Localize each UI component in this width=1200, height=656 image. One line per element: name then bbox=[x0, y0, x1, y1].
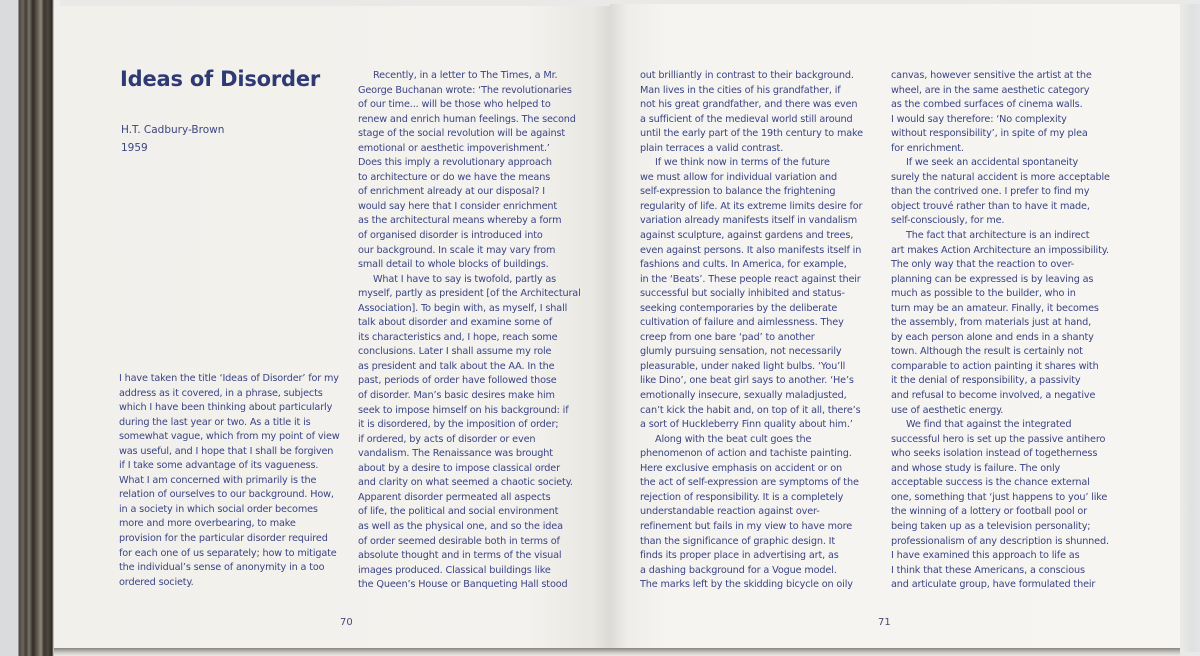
text-line: plain terraces a valid contrast. bbox=[640, 142, 784, 154]
text-line: myself, partly as president [of the Architectural bbox=[358, 288, 581, 300]
text-line: a sort of Huckleberry Finn quality about him.’ bbox=[640, 419, 853, 431]
text-line: and whose study is failure. The only bbox=[891, 462, 1061, 474]
text-line: which I have been thinking about particularly bbox=[119, 402, 333, 414]
text-line: it is disordered, by the imposition of order; bbox=[358, 419, 559, 431]
text-line: absolute thought and in terms of the visual bbox=[358, 550, 562, 562]
text-line: successful but socially inhibited and status- bbox=[640, 288, 845, 300]
text-line: emotional or aesthetic impoverishment.’ bbox=[358, 142, 550, 154]
article-author: H.T. Cadbury-Brown bbox=[121, 124, 225, 136]
text-line: phenomenon of action and tachiste painting. bbox=[640, 448, 852, 460]
text-line: renew and enrich human feelings. The second bbox=[358, 113, 576, 125]
text-line: finds its proper place in advertising art, as bbox=[640, 550, 839, 562]
text-line: the individual’s sense of anonymity in a too bbox=[119, 562, 325, 574]
text-line: We find that against the integrated bbox=[906, 419, 1072, 431]
text-line: George Buchanan wrote: ‘The revolutionaries bbox=[358, 84, 572, 96]
text-line: What I am concerned with primarily is the bbox=[119, 474, 317, 486]
text-line: The fact that architecture is an indirect bbox=[906, 230, 1090, 242]
text-line: until the early part of the 19th century to make bbox=[640, 128, 863, 140]
text-line: who seeks isolation instead of togetherness bbox=[891, 448, 1098, 460]
text-line: turn may be an amateur. Finally, it becomes bbox=[891, 302, 1099, 314]
text-line: in a society in which social order becomes bbox=[119, 503, 318, 515]
text-line: as well as the physical one, and so the idea bbox=[358, 520, 563, 532]
text-line: even against persons. It also manifests itself in bbox=[640, 244, 862, 256]
text-column-2 bbox=[358, 69, 581, 593]
text-line: vandalism. The Renaissance was brought bbox=[358, 448, 553, 460]
text-line: if I take some advantage of its vagueness. bbox=[119, 460, 319, 472]
text-line: emotionally insecure, sexually maladjusted, bbox=[640, 390, 847, 402]
text-line: cultivation of failure and aimlessness. They bbox=[640, 317, 844, 329]
book-bottom-edge bbox=[54, 648, 1180, 656]
text-line: its characteristics and, I hope, reach some bbox=[358, 331, 558, 343]
text-line: Here exclusive emphasis on accident or on bbox=[640, 462, 843, 474]
text-line: of disorder. Man’s basic desires make him bbox=[358, 390, 555, 402]
text-line: if ordered, by acts of disorder or even bbox=[358, 433, 536, 445]
text-line: for enrichment. bbox=[891, 142, 964, 154]
text-line: to architecture or do we have the means bbox=[358, 171, 551, 183]
text-line: against sculpture, against gardens and trees, bbox=[640, 230, 854, 242]
text-line: the assembly, from materials just at hand, bbox=[891, 317, 1092, 329]
text-line: can’t kick the habit and, on top of it all, there’s bbox=[640, 404, 861, 416]
text-line: town. Although the result is certainly not bbox=[891, 346, 1083, 358]
text-line: Recently, in a letter to The Times, a Mr. bbox=[373, 70, 558, 81]
text-line: not his great grandfather, and there was even bbox=[640, 99, 858, 111]
text-line: our background. In scale it may vary from bbox=[358, 244, 556, 256]
text-line: than the significance of graphic design. It bbox=[640, 535, 836, 547]
text-line: planning can be expressed is by leaving as bbox=[891, 273, 1094, 285]
text-line: I would say therefore: ‘No complexity bbox=[891, 113, 1067, 125]
text-line: stage of the social revolution will be against bbox=[358, 128, 565, 140]
text-line: Association]. To begin with, as myself, I shall bbox=[358, 302, 568, 314]
text-column-3 bbox=[640, 69, 863, 593]
text-line: seek to impose himself on his background: if bbox=[358, 404, 569, 416]
text-line: use of aesthetic energy. bbox=[891, 404, 1004, 416]
text-line: If we seek an accidental spontaneity bbox=[906, 157, 1079, 169]
page-number-right: 71 bbox=[878, 617, 891, 628]
text-line: of our time... will be those who helped to bbox=[358, 99, 551, 111]
text-line: out brilliantly in contrast to their background. bbox=[640, 70, 854, 81]
text-line: comparable to action painting it shares with bbox=[891, 360, 1099, 372]
text-line: relation of ourselves to our background. How, bbox=[119, 489, 334, 501]
text-line: conclusions. Later I shall assume my role bbox=[358, 346, 552, 358]
text-line: professionalism of any description is shunned. bbox=[891, 535, 1109, 547]
text-line: as the architectural means whereby a form bbox=[358, 215, 562, 227]
text-line: seeking contemporaries by the deliberate bbox=[640, 302, 838, 314]
text-line: the winning of a lottery or football pool or bbox=[891, 506, 1088, 518]
text-line: If we think now in terms of the future bbox=[655, 157, 830, 169]
text-line: understandable reaction against over- bbox=[640, 506, 820, 518]
book-page-edges-left bbox=[0, 0, 60, 656]
text-line: during the last year or two. As a title it is bbox=[119, 416, 311, 428]
text-line: rejection of responsibility. It is a completely bbox=[640, 491, 844, 503]
text-line: I have taken the title ‘Ideas of Disorder’ for my bbox=[119, 373, 339, 384]
text-line: canvas, however sensitive the artist at the bbox=[891, 70, 1092, 81]
text-line: fashions and cults. In America, for example, bbox=[640, 259, 847, 271]
text-line: Does this imply a revolutionary approach bbox=[358, 157, 552, 169]
text-line: of enrichment already at our disposal? I bbox=[358, 186, 545, 198]
text-line: self-consciously, for me. bbox=[891, 215, 1005, 227]
text-line: Apparent disorder permeated all aspects bbox=[358, 491, 551, 503]
text-line: Man lives in the cities of his grandfather, if bbox=[640, 84, 841, 96]
text-line: the act of self-expression are symptoms of the bbox=[640, 477, 859, 489]
text-line: one, something that ‘just happens to you’ like bbox=[891, 491, 1108, 503]
text-line: of order seemed desirable both in terms of bbox=[358, 535, 560, 547]
text-line: refinement but fails in my view to have more bbox=[640, 520, 853, 532]
text-line: a sufficient of the medieval world still around bbox=[640, 113, 853, 125]
text-line: much as possible to the builder, who in bbox=[891, 288, 1076, 300]
text-line: Along with the beat cult goes the bbox=[655, 433, 812, 445]
book-page-edge-right bbox=[1180, 4, 1200, 652]
text-line: being taken up as a television personality; bbox=[891, 520, 1091, 532]
text-line: acceptable success is the chance external bbox=[891, 477, 1090, 489]
text-line: small detail to whole blocks of buildings. bbox=[358, 259, 549, 271]
text-line: by each person alone and ends in a shanty bbox=[891, 331, 1094, 343]
text-line: for each one of us separately; how to mitigate bbox=[119, 547, 337, 559]
article-year: 1959 bbox=[121, 142, 148, 154]
text-line: and clarity on what seemed a chaotic society. bbox=[358, 477, 573, 489]
article-meta bbox=[121, 121, 224, 157]
text-line: wheel, are in the same aesthetic category bbox=[891, 84, 1090, 96]
text-line: I think that these Americans, a conscious bbox=[891, 564, 1085, 576]
text-line: of organised disorder is introduced into bbox=[358, 230, 543, 242]
text-line: The only way that the reaction to over- bbox=[891, 259, 1075, 271]
text-line: we must allow for individual variation and bbox=[640, 171, 838, 183]
text-line: than the contrived one. I prefer to find my bbox=[891, 186, 1090, 198]
text-line: What I have to say is twofold, partly as bbox=[373, 273, 557, 285]
text-column-4 bbox=[891, 69, 1110, 593]
text-line: it the denial of responsibility, a passivity bbox=[891, 375, 1081, 387]
text-line: variation already manifests itself in vandalism bbox=[640, 215, 858, 227]
text-line: pleasurable, under naked light bulbs. ‘You’ll bbox=[640, 360, 846, 372]
text-line: creep from one bare ‘pad’ to another bbox=[640, 331, 815, 343]
text-line: object trouvé rather than to have it made, bbox=[891, 200, 1090, 212]
page-number-left: 70 bbox=[340, 617, 353, 628]
text-line: address as it covered, in a phrase, subjects bbox=[119, 387, 323, 399]
text-line: ordered society. bbox=[119, 576, 194, 588]
text-line: past, periods of order have followed those bbox=[358, 375, 557, 387]
text-line: regularity of life. At its extreme limits desire for bbox=[640, 200, 863, 212]
text-line: surely the natural accident is more acceptable bbox=[891, 171, 1110, 183]
text-line: somewhat vague, which from my point of view bbox=[119, 431, 340, 443]
text-line: a dashing background for a Vogue model. bbox=[640, 564, 837, 576]
text-line: talk about disorder and examine some of bbox=[358, 317, 552, 329]
text-line: The marks left by the skidding bicycle on oily bbox=[640, 579, 853, 591]
text-line: as president and talk about the AA. In the bbox=[358, 360, 555, 372]
text-line: about by a desire to impose classical order bbox=[358, 462, 560, 474]
text-line: as the combed surfaces of cinema walls. bbox=[891, 99, 1083, 111]
text-line: of life, the political and social environment bbox=[358, 506, 559, 518]
text-line: the Queen’s House or Banqueting Hall stood bbox=[358, 579, 568, 591]
text-line: in the ‘Beats’. These people react against their bbox=[640, 273, 861, 285]
text-line: without responsibility’, in spite of my plea bbox=[891, 128, 1088, 140]
text-line: and articulate group, have formulated their bbox=[891, 579, 1096, 591]
text-column-1 bbox=[119, 372, 340, 590]
text-line: I have examined this approach to life as bbox=[891, 550, 1080, 562]
text-line: was useful, and I hope that I shall be forgiven bbox=[119, 445, 334, 457]
text-line: more and more overbearing, to make bbox=[119, 518, 296, 530]
text-line: successful hero is set up the passive antihero bbox=[891, 433, 1106, 445]
text-line: would say here that I consider enrichment bbox=[358, 200, 558, 212]
text-line: glumly pursuing sensation, not necessarily bbox=[640, 346, 842, 358]
text-line: like Dino’, one beat girl says to another. ‘He’s bbox=[640, 375, 854, 387]
text-line: art makes Action Architecture an impossibility. bbox=[891, 244, 1109, 256]
text-line: self-expression to balance the frightening bbox=[640, 186, 836, 198]
text-line: and refusal to become involved, a negative bbox=[891, 390, 1096, 402]
article-title: Ideas of Disorder bbox=[120, 67, 321, 91]
text-line: provision for the particular disorder required bbox=[119, 533, 328, 545]
text-line: images produced. Classical buildings like bbox=[358, 564, 551, 576]
